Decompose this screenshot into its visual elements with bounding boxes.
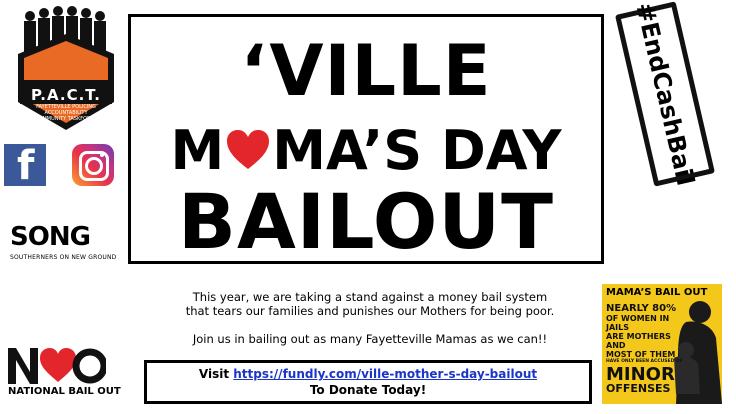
donate-box xyxy=(144,360,592,404)
title-line-2-start: M xyxy=(170,119,225,182)
poster-line-3: ARE MOTHERS AND xyxy=(606,332,671,350)
poster-line-5: HAVE ONLY BEEN ACCUSED OF xyxy=(606,359,683,364)
body-line-3: Join us in bailing out as many Fayetteville Mamas as we can!! xyxy=(192,332,548,346)
title-line-1: ‘VILLE xyxy=(240,30,492,112)
hashtag-tag xyxy=(615,0,715,189)
instagram-icon[interactable] xyxy=(72,144,114,186)
title-line-3: BAILOUT xyxy=(178,177,554,266)
poster-line-2: OF WOMEN IN JAILS xyxy=(606,314,670,332)
body-text xyxy=(140,290,600,346)
poster-line-4: MOST OF THEM xyxy=(606,350,676,359)
visit-label: Visit xyxy=(198,367,230,381)
facebook-icon[interactable] xyxy=(4,143,46,189)
poster-heading: MAMA’S BAIL OUT xyxy=(606,287,708,298)
mamas-bail-out-poster xyxy=(602,284,722,404)
nbo-logo-mark-icon xyxy=(6,342,106,386)
pact-logo xyxy=(10,6,122,132)
song-logo xyxy=(10,222,117,262)
donate-link[interactable]: https://fundly.com/ville-mother-s-day-bailout xyxy=(233,367,538,381)
poster-line-7: OFFENSES xyxy=(606,382,671,395)
poster-line-6: MINOR xyxy=(606,364,675,385)
body-line-1: This year, we are taking a stand against a money bail system xyxy=(192,290,548,304)
pact-logo-subtext: FAYETTEVILLE POLICING ACCOUNTABILITY COMMUNITY TASKFORCE xyxy=(35,104,97,122)
title-box xyxy=(128,14,604,264)
heart-icon xyxy=(225,127,271,173)
song-logo-text: SONG xyxy=(10,222,90,252)
body-line-2: that tears our families and punishes our Mothers for being poor. xyxy=(185,304,555,318)
pact-logo-text: P.A.C.T. xyxy=(31,86,101,104)
title-line-2-end: MA’S DAY xyxy=(272,119,562,182)
title-line-2 xyxy=(131,121,601,181)
poster-line-1: NEARLY 80% xyxy=(606,303,677,314)
donate-cta: To Donate Today! xyxy=(309,383,427,397)
nbo-logo-subtext: NATIONAL BAIL OUT xyxy=(8,386,121,397)
hashtag-text: #EndCashBail xyxy=(630,0,700,189)
national-bail-out-logo xyxy=(6,342,121,398)
song-logo-subtext: SOUTHERNERS ON NEW GROUND xyxy=(10,254,117,261)
facebook-letter: f xyxy=(17,143,35,189)
